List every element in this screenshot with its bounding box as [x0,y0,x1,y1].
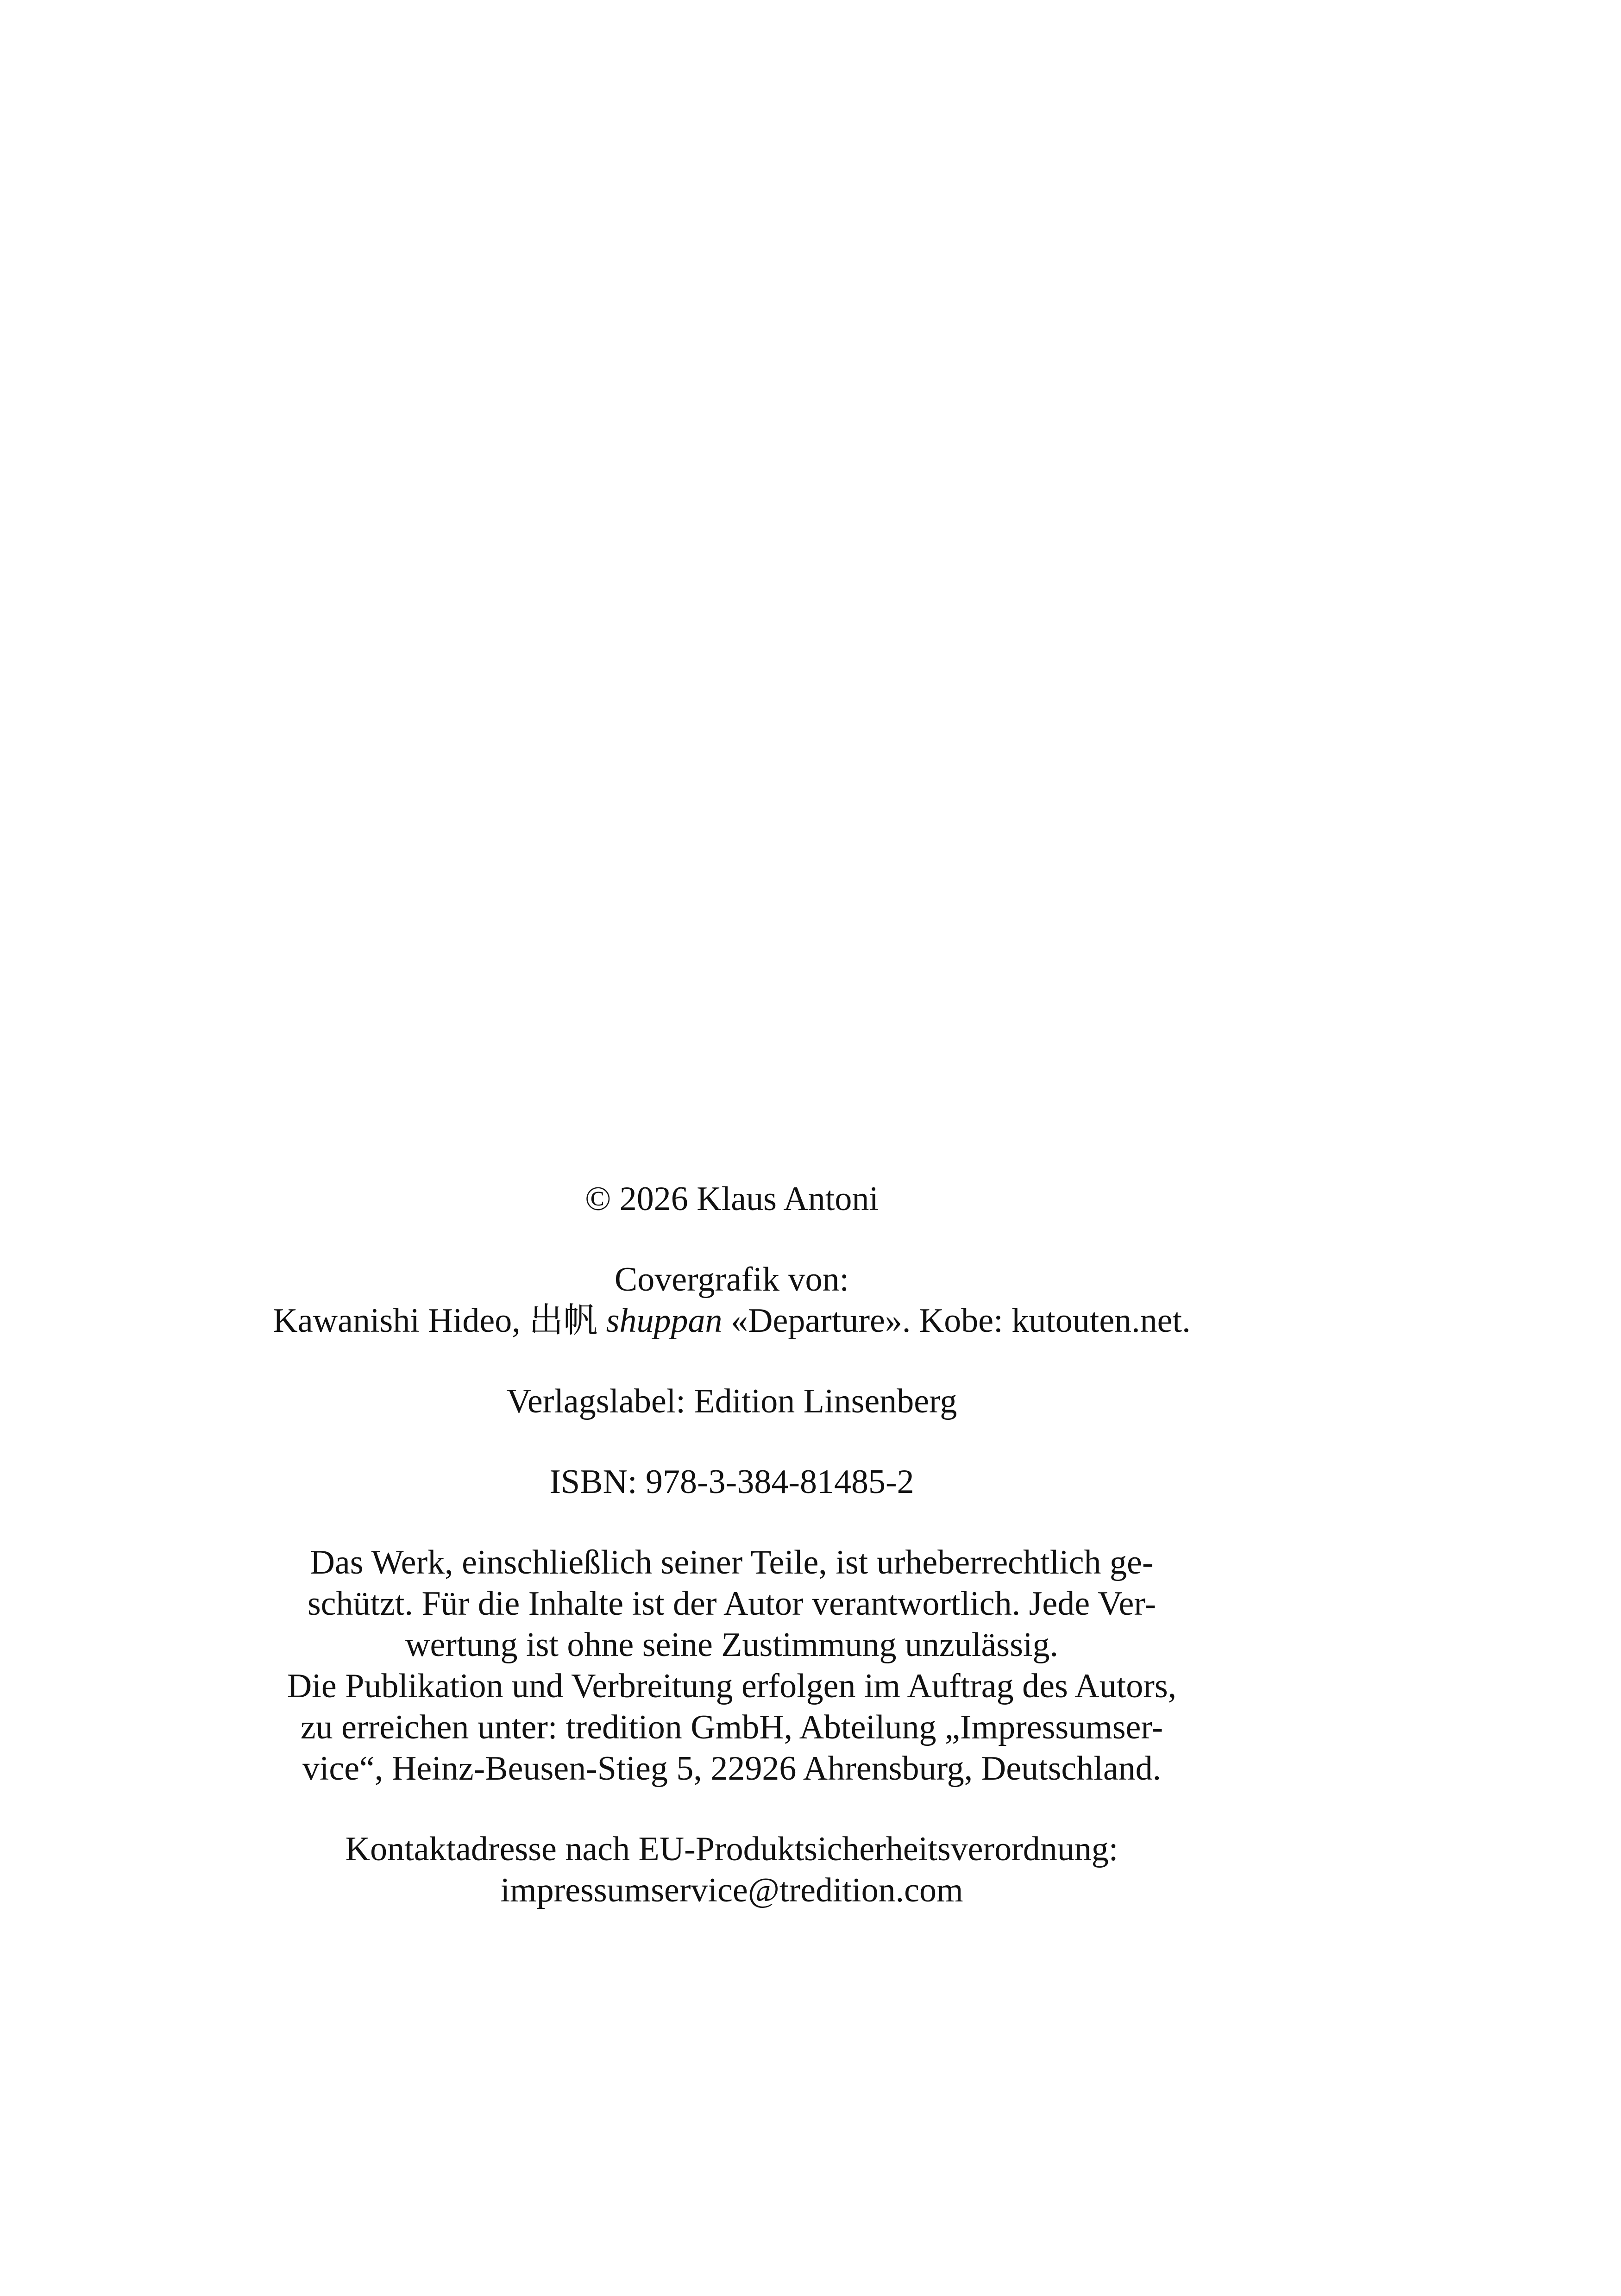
legal-line: schützt. Für die Inhalte ist der Autor verantwortlich. Jede Ver- [307,1585,1156,1623]
legal-notice [218,1542,1246,1789]
imprint-block [218,1179,1246,1951]
legal-line: Die Publikation und Verbreitung erfolgen im Auftrag des Autors, [287,1667,1177,1705]
contact-address [218,1829,1246,1911]
legal-line: zu erreichen unter: tredition GmbH, Abteilung „Impressumser- [300,1708,1163,1746]
publisher-label [218,1381,1246,1422]
contact-heading: Kontaktadresse nach EU-Produktsicherheitsverordnung: [345,1830,1118,1868]
isbn [218,1462,1246,1503]
legal-line: wertung ist ohne seine Zustimmung unzulässig. [405,1626,1058,1664]
publisher-label-text: Verlagslabel: Edition Linsenberg [506,1382,957,1420]
cover-heading: Covergrafik von: [614,1261,849,1299]
cover-credit-suffix: «Departure». Kobe: kutouten.net. [722,1302,1191,1340]
cover-credit-line [218,1300,1246,1342]
isbn-text: ISBN: 978-3-384-81485-2 [549,1463,914,1501]
cover-credit-prefix: Kawanishi Hideo, 出帆 [273,1302,606,1340]
legal-line: Das Werk, einschließlich seiner Teile, ist urheberrechtlich ge- [310,1543,1154,1581]
cover-credit-italic: shuppan [606,1302,723,1340]
contact-email: impressumservice@tredition.com [500,1871,963,1909]
cover-credit [218,1259,1246,1342]
copyright-notice [218,1179,1246,1220]
copyright-text: © 2026 Klaus Antoni [585,1180,879,1218]
legal-line: vice“, Heinz-Beusen-Stieg 5, 22926 Ahrensburg, Deutschland. [302,1750,1162,1788]
